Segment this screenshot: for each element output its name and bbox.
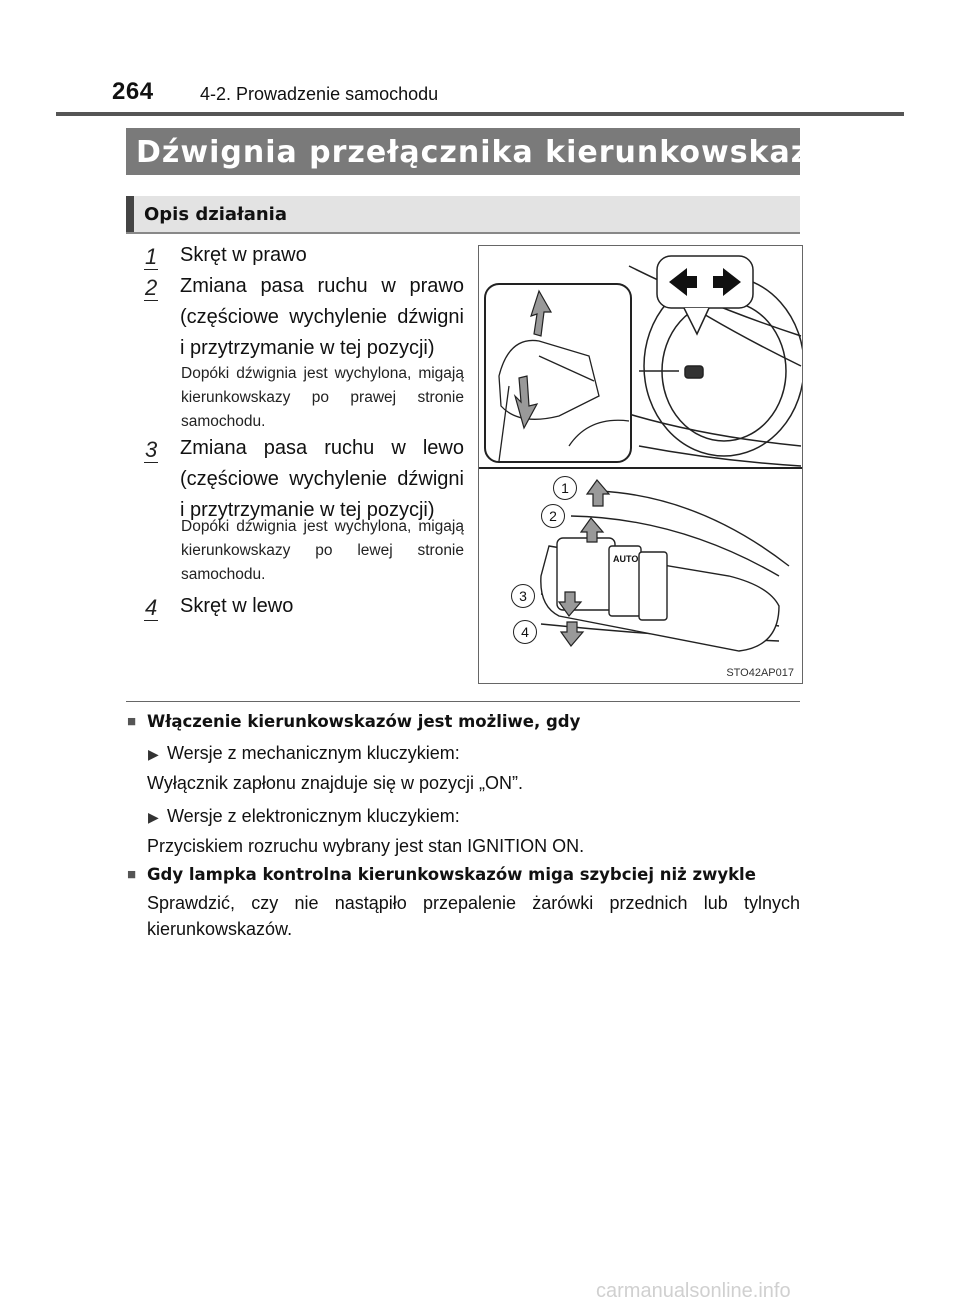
item-note-2: Dopóki dźwignia jest wychylona, migają kierunkowskazy po prawej stronie samochodu.	[181, 365, 464, 430]
section-divider	[126, 701, 800, 702]
item-note-3: Dopóki dźwignia jest wychylona, migają kierunkowskazy po lewej stronie samochodu.	[181, 518, 464, 583]
lever-illustration	[479, 246, 802, 683]
note-1-bullet: ■	[127, 713, 137, 730]
note-1-sub1-value: Wyłącznik zapłonu znajduje się w pozycji „ON”.	[147, 773, 523, 793]
callout-1: 1	[553, 476, 577, 500]
note-1-sub2-label: Wersje z elektronicznym kluczykiem:	[167, 806, 460, 826]
header-rule	[56, 112, 904, 116]
item-number-3: 3	[145, 437, 158, 462]
section-label: 4-2. Prowadzenie samochodu	[200, 84, 439, 104]
note-2-text: Sprawdzić, czy nie nastąpiło przepalenie żarówki przednich lub tylnych kierunkowskazów.	[147, 893, 800, 939]
subtitle-bar	[126, 196, 800, 234]
callout-2: 2	[541, 504, 565, 528]
subtitle: Opis działania	[144, 204, 287, 225]
page-number: 264	[112, 78, 154, 105]
item-text-4: Skręt w lewo	[180, 595, 294, 617]
note-2-heading: Gdy lampka kontrolna kierunkowskazów miga szybciej niż zwykle	[147, 865, 756, 884]
turn-signal-lever-figure	[478, 245, 803, 684]
callout-4: 4	[513, 620, 537, 644]
note-1-sub2-value: Przyciskiem rozruchu wybrany jest stan IGNITION ON.	[147, 836, 585, 856]
item-number-4: 4	[145, 595, 158, 620]
note-2-bullet: ■	[127, 866, 137, 883]
note-1-sub1-marker: ▶	[148, 746, 159, 762]
subtitle-marker	[126, 196, 134, 232]
note-1-sub1-label: Wersje z mechanicznym kluczykiem:	[167, 743, 460, 763]
item-text-2: Zmiana pasa ruchu w prawo (częściowe wychylenie dźwigni i przytrzymanie w tej pozycji)	[180, 275, 464, 359]
item-number-1: 1	[145, 244, 158, 269]
item-text-3: Zmiana pasa ruchu w lewo (częściowe wychylenie dźwigni i przytrzymanie w tej pozycji)	[180, 437, 464, 521]
item-number-2: 2	[145, 275, 158, 300]
item-text-1: Skręt w prawo	[180, 244, 307, 266]
note-1-heading: Włączenie kierunkowskazów jest możliwe, gdy	[147, 712, 581, 731]
callout-3: 3	[511, 584, 535, 608]
title-bar	[126, 128, 860, 175]
auto-label: AUTO	[613, 554, 639, 564]
figure-id: STO42AP017	[726, 667, 794, 679]
note-1-sub2-marker: ▶	[148, 809, 159, 825]
page-title: Dźwignia przełącznika kierunkowskazów	[136, 135, 860, 170]
watermark: carmanualsonline.info	[596, 1280, 791, 1302]
